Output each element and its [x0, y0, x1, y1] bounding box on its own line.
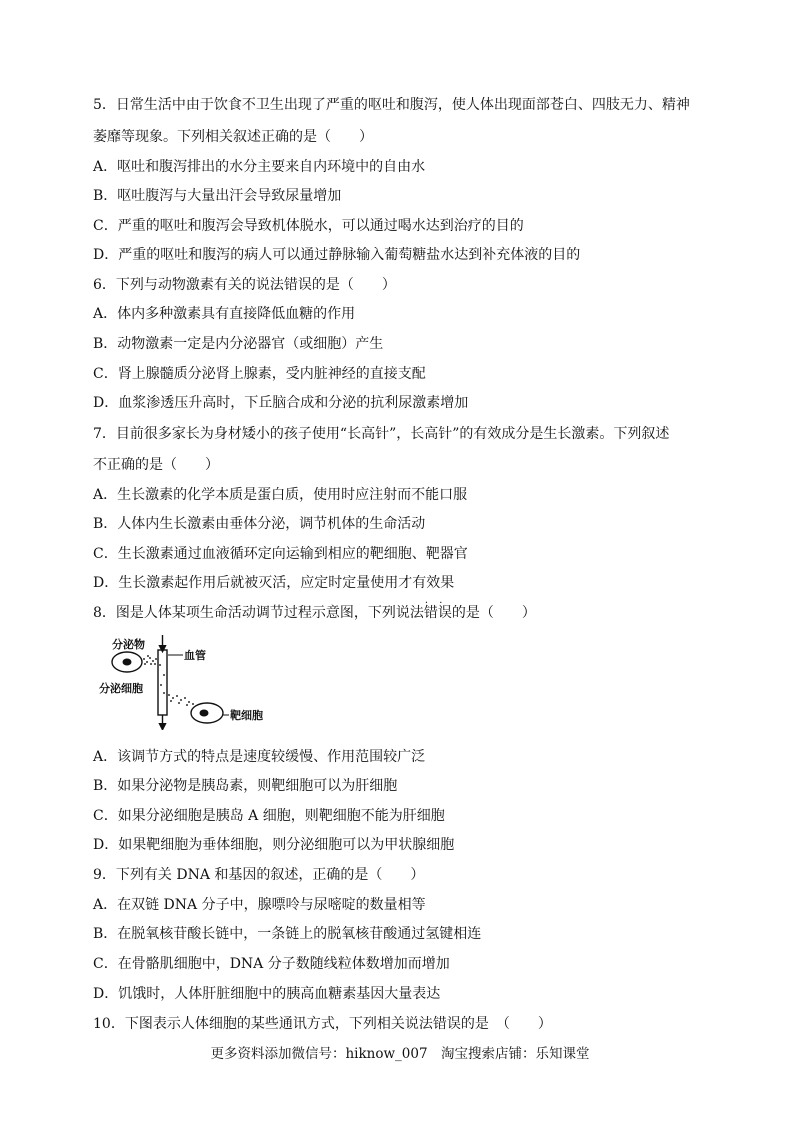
q7-stem-line1: 7．目前很多家长为身材矮小的孩子使用“长高针”，长高针”的有效成分是生长激素。下列叙述 — [93, 426, 670, 442]
label-target-cell: 靶细胞 — [230, 709, 263, 722]
q7-option-d: D．生长激素起作用后就被灭活，应定时定量使用才有效果 — [93, 575, 455, 591]
q7-option-c: C．生长激素通过血液循环定向运输到相应的靶细胞、靶器官 — [93, 546, 468, 562]
q8-stem-after: 的是（ ） — [451, 605, 536, 621]
q5-option-c: C．严重的呕吐和腹泻会导致机体脱水，可以通过喝水达到治疗的目的 — [93, 218, 524, 234]
q9-option-c: C．在骨骼肌细胞中，DNA 分子数随线粒体数增加而增加 — [93, 956, 450, 972]
secreting-cell-nucleus — [123, 659, 132, 666]
q8-option-c: C．如果分泌细胞是胰岛 A 细胞，则靶细胞不能为肝细胞 — [93, 808, 445, 824]
q8-option-d: D．如果靶细胞为垂体细胞，则分泌细胞可以为甲状腺细胞 — [93, 837, 455, 853]
q9-option-a: A．在双链 DNA 分子中，腺嘌呤与尿嘧啶的数量相等 — [93, 897, 426, 913]
q7-stem-line2: 不正确的是（ ） — [93, 457, 219, 473]
label-blood-vessel: 血管 — [184, 649, 206, 662]
q7-option-b: B．人体内生长激素由垂体分泌，调节机体的生命活动 — [93, 516, 426, 532]
q9-option-d: D．饥饿时，人体肝脏细胞中的胰高血糖素基因大量表达 — [93, 986, 441, 1002]
page-footer: 更多资料添加微信号：hiknow_007 淘宝搜索店铺：乐知课堂 — [210, 1046, 590, 1062]
label-secreting-cell: 分泌细胞 — [99, 682, 143, 695]
q6-option-d: D．血浆渗透压升高时，下丘脑合成和分泌的抗利尿激素增加 — [93, 395, 469, 411]
q8-stem-before: 8．图是人体某项生命活动调节过程示意图，下列说法 — [93, 605, 424, 621]
blood-vessel — [158, 650, 167, 715]
q9-stem: 9．下列有关 DNA 和基因的叙述，正确的是（ ） — [93, 867, 425, 883]
q5-option-b: B．呕吐腹泻与大量出汗会导致尿量增加 — [93, 188, 342, 204]
q8-stem-emphasis: 错误 · · — [424, 605, 452, 621]
q6-option-a: A．体内多种激素具有直接降低血糖的作用 — [93, 306, 356, 322]
q6-option-c: C．肾上腺髓质分泌肾上腺素，受内脏神经的直接支配 — [93, 366, 426, 382]
q8-stem — [93, 604, 536, 622]
q8-option-a: A．该调节方式的特点是速度较缓慢、作用范围较广泛 — [93, 749, 426, 765]
hormone-regulation-diagram — [95, 635, 295, 730]
q5-stem-line1: 5．日常生活中由于饮食不卫生出现了严重的呕吐和腹泻，使人体出现面部苍白、四肢无力、精神 — [93, 97, 690, 113]
q5-stem-line2: 萎靡等现象。下列相关叙述正确的是（ ） — [93, 129, 373, 145]
q10-stem: 10．下图表示人体细胞的某些通讯方式，下列相关说法错误的是 （ ） — [93, 1016, 552, 1032]
q6-stem: 6．下列与动物激素有关的说法错误的是（ ） — [93, 277, 396, 293]
diagram-svg — [95, 635, 295, 730]
target-cell-nucleus — [200, 710, 209, 717]
q5-option-d: D．严重的呕吐和腹泻的病人可以通过静脉输入葡萄糖盐水达到补充体液的目的 — [93, 247, 581, 263]
q8-option-b: B．如果分泌物是胰岛素，则靶细胞可以为肝细胞 — [93, 778, 398, 794]
q5-option-a: A．呕吐和腹泻排出的水分主要来自内环境中的自由水 — [93, 159, 426, 175]
q6-option-b: B．动物激素一定是内分泌器官（或细胞）产生 — [93, 336, 384, 352]
q9-option-b: B．在脱氧核苷酸长链中，一条链上的脱氧核苷酸通过氢键相连 — [93, 926, 482, 942]
label-secretion: 分泌物 — [112, 638, 145, 651]
q7-option-a: A．生长激素的化学本质是蛋白质，使用时应注射而不能口服 — [93, 487, 468, 503]
secretion-particles — [143, 655, 194, 706]
